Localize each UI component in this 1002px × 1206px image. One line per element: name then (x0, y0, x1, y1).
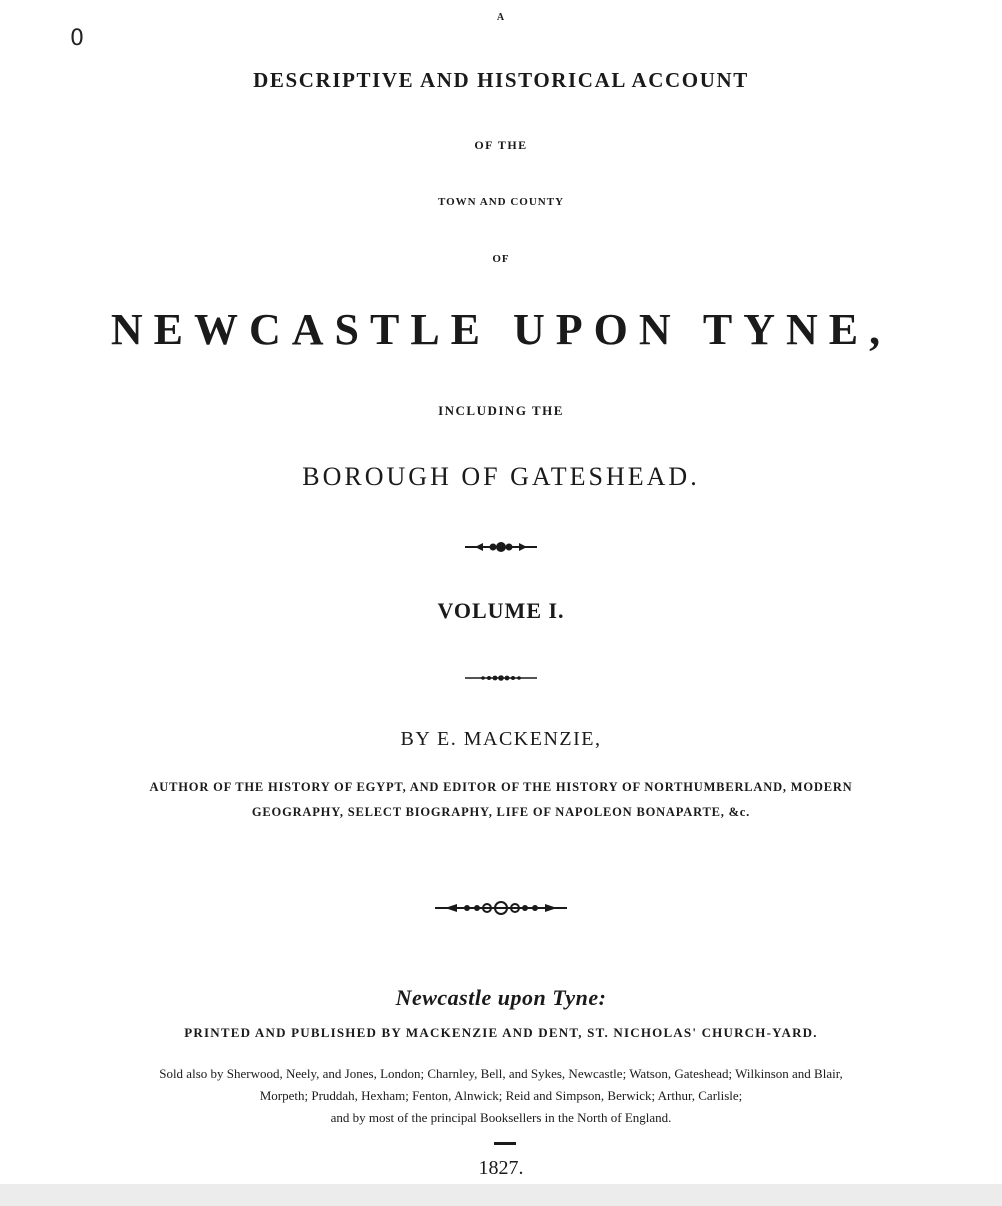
ornament-divider-2 (0, 671, 1002, 685)
imprint-place: Newcastle upon Tyne: (395, 985, 607, 1010)
imprint-sellers-2: Morpeth; Pruddah, Hexham; Fenton, Alnwick; Reid and Simpson, Berwick; Arthur, Carlisle; (259, 1088, 743, 1103)
imprint-printer: PRINTED AND PUBLISHED BY MACKENZIE AND DENT, ST. NICHOLAS' CHURCH-YARD. (184, 1025, 818, 1040)
ornament-icon (431, 898, 571, 918)
imprint-sellers-1: Sold also by Sherwood, Neely, and Jones, London; Charnley, Bell, and Sykes, Newcastle; Watson, Gateshead; Wilkinson and Blair, (159, 1066, 843, 1081)
ornament-divider-3 (0, 898, 1002, 918)
author-description-1: AUTHOR OF THE HISTORY OF EGYPT, AND EDITOR OF THE HISTORY OF NORTHUMBERLAND, MODERN (149, 780, 853, 794)
ornament-divider-1 (0, 538, 1002, 556)
line-a: A (496, 12, 506, 23)
author-line: BY E. MACKENZIE, (400, 728, 602, 750)
year-rule (494, 1142, 516, 1145)
imprint-sellers-3: and by most of the principal Booksellers in the North of England. (330, 1110, 672, 1125)
of-line: OF (492, 253, 510, 265)
publication-year: 1827. (478, 1157, 524, 1179)
place-heading: NEWCASTLE UPON TYNE, (110, 305, 892, 354)
bottom-band (0, 1184, 1002, 1206)
ornament-icon (461, 671, 541, 685)
author-description-2: GEOGRAPHY, SELECT BIOGRAPHY, LIFE OF NAPOLEON BONAPARTE, &c. (251, 805, 751, 819)
including-line: INCLUDING THE (438, 403, 564, 418)
corner-mark: 0 (70, 26, 84, 51)
title-line: DESCRIPTIVE AND HISTORICAL ACCOUNT (253, 68, 749, 92)
town-and-county-line: TOWN AND COUNTY (437, 196, 565, 208)
ornament-icon (461, 538, 541, 556)
volume-heading: VOLUME I. (437, 598, 565, 623)
of-the-line: OF THE (474, 138, 528, 152)
borough-heading: BOROUGH OF GATESHEAD. (302, 462, 700, 491)
